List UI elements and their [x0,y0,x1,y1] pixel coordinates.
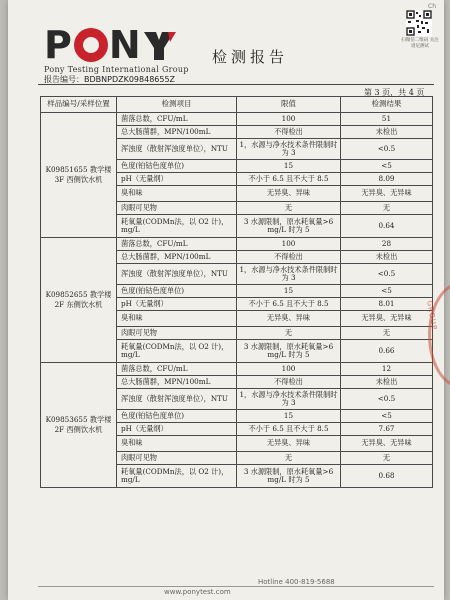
test-item-cell: 菌落总数，CFU/mL [117,238,237,251]
report-number: 报告编号：BDBNPDZK09848655Z [44,75,176,84]
test-item-cell: 耗氧量(CODMn法，以 O2 计)，mg/L [117,465,237,488]
limit-cell: 无 [237,202,341,215]
table-header-row [41,97,433,113]
test-item-cell: pH（无量纲） [117,298,237,311]
table-row [41,363,433,376]
result-cell: 未检出 [341,126,433,139]
stamp-text: GROUP [425,300,439,332]
limit-cell: 15 [237,285,341,298]
sample-location-cell: K09852655 教学楼 2F 东侧饮水机 [41,238,117,363]
result-cell: 未检出 [341,251,433,264]
col-header-item: 检测项目 [117,97,237,113]
result-cell: <0.5 [341,264,433,285]
limit-cell: 100 [237,113,341,126]
limit-cell: 不小于 6.5 且不大于 8.5 [237,173,341,186]
logo-arrow-y-icon [142,28,176,62]
page-title: 检测报告 [212,48,289,66]
logo-red-o-icon [74,28,108,62]
limit-cell: 不小于 6.5 且不大于 8.5 [237,298,341,311]
limit-cell: 100 [237,363,341,376]
limit-cell: 不得检出 [237,251,341,264]
sample-location-cell: K09851655 教学楼 3F 西侧饮水机 [41,113,117,238]
result-cell: 无异臭、无异味 [341,186,433,202]
limit-cell: 15 [237,410,341,423]
limit-cell: 3 水源限制，原水耗氧量>6 mg/L 时为 5 [237,340,341,363]
limit-cell: 不得检出 [237,126,341,139]
result-cell: 12 [341,363,433,376]
sample-location-cell: K09853655 教学楼 2F 西侧饮水机 [41,363,117,488]
result-cell: 8.09 [341,173,433,186]
limit-cell: 无异臭、异味 [237,186,341,202]
result-cell: <0.5 [341,389,433,410]
limit-cell: 100 [237,238,341,251]
test-item-cell: 色度(铂钴色度单位) [117,410,237,423]
limit-cell: 无 [237,327,341,340]
col-header-sample: 样品编号/采样位置 [41,97,117,113]
test-item-cell: 总大肠菌群，MPN/100mL [117,251,237,264]
result-cell: 0.68 [341,465,433,488]
result-cell: 未检出 [341,376,433,389]
col-header-result: 检测结果 [341,97,433,113]
corner-number: Ch [428,3,436,10]
test-item-cell: 肉眼可见物 [117,452,237,465]
table-row [41,238,433,251]
results-table [40,96,433,488]
website-link[interactable]: www.ponytest.com [164,588,231,596]
result-cell: 无 [341,452,433,465]
result-cell: 无异臭、无异味 [341,311,433,327]
limit-cell: 1，水源与净水技术条件限制时为 3 [237,139,341,160]
test-item-cell: pH（无量纲） [117,173,237,186]
result-cell: 0.66 [341,340,433,363]
result-cell: 8.01 [341,298,433,311]
test-item-cell: 肉眼可见物 [117,327,237,340]
limit-cell: 1，水源与净水技术条件限制时为 3 [237,389,341,410]
pony-logo [44,23,189,74]
test-item-cell: 浑浊度（散射浑浊度单位），NTU [117,139,237,160]
result-cell: 无 [341,327,433,340]
result-cell: 28 [341,238,433,251]
result-cell: 51 [341,113,433,126]
test-item-cell: 臭和味 [117,311,237,327]
test-item-cell: 菌落总数，CFU/mL [117,363,237,376]
qr-caption: 扫微信二维码 关注谱尼测试 [401,38,439,49]
test-item-cell: 浑浊度（散射浑浊度单位），NTU [117,389,237,410]
limit-cell: 不得检出 [237,376,341,389]
limit-cell: 1，水源与净水技术条件限制时为 3 [237,264,341,285]
test-item-cell: 耗氧量(CODMn法，以 O2 计)，mg/L [117,340,237,363]
test-item-cell: 臭和味 [117,186,237,202]
table-row [41,113,433,126]
limit-cell: 无异臭、异味 [237,436,341,452]
result-cell: 无异臭、无异味 [341,436,433,452]
limit-cell: 无异臭、异味 [237,311,341,327]
col-header-limit: 限值 [237,97,341,113]
limit-cell: 不小于 6.5 且不大于 8.5 [237,423,341,436]
qr-code-icon [406,10,432,36]
limit-cell: 3 水源限制，原水耗氧量>6 mg/L 时为 5 [237,465,341,488]
result-cell: <0.5 [341,139,433,160]
test-item-cell: pH（无量纲） [117,423,237,436]
test-item-cell: 耗氧量(CODMn法，以 O2 计)，mg/L [117,215,237,238]
limit-cell: 无 [237,452,341,465]
logo-letter-p: P [44,23,73,67]
header-divider [38,84,434,85]
logo-letter-n: N [108,23,142,67]
result-cell: <5 [341,160,433,173]
hotline-text: Hotline 400-819-5688 [258,578,335,586]
test-item-cell: 菌落总数，CFU/mL [117,113,237,126]
result-cell: 无 [341,202,433,215]
test-item-cell: 肉眼可见物 [117,202,237,215]
report-page [8,0,444,600]
test-item-cell: 总大肠菌群，MPN/100mL [117,376,237,389]
test-item-cell: 臭和味 [117,436,237,452]
result-cell: 0.64 [341,215,433,238]
table-body [41,113,433,488]
result-cell: <5 [341,285,433,298]
result-cell: <5 [341,410,433,423]
limit-cell: 15 [237,160,341,173]
test-item-cell: 色度(铂钴色度单位) [117,285,237,298]
test-item-cell: 浑浊度（散射浑浊度单位），NTU [117,264,237,285]
test-item-cell: 总大肠菌群，MPN/100mL [117,126,237,139]
limit-cell: 3 水源限制，原水耗氧量>6 mg/L 时为 5 [237,215,341,238]
test-item-cell: 色度(铂钴色度单位) [117,160,237,173]
footer-divider [38,586,434,587]
result-cell: 7.67 [341,423,433,436]
page-number: 第 3 页，共 4 页 [364,88,425,97]
logo-subtitle: Pony Testing International Group [44,65,189,74]
